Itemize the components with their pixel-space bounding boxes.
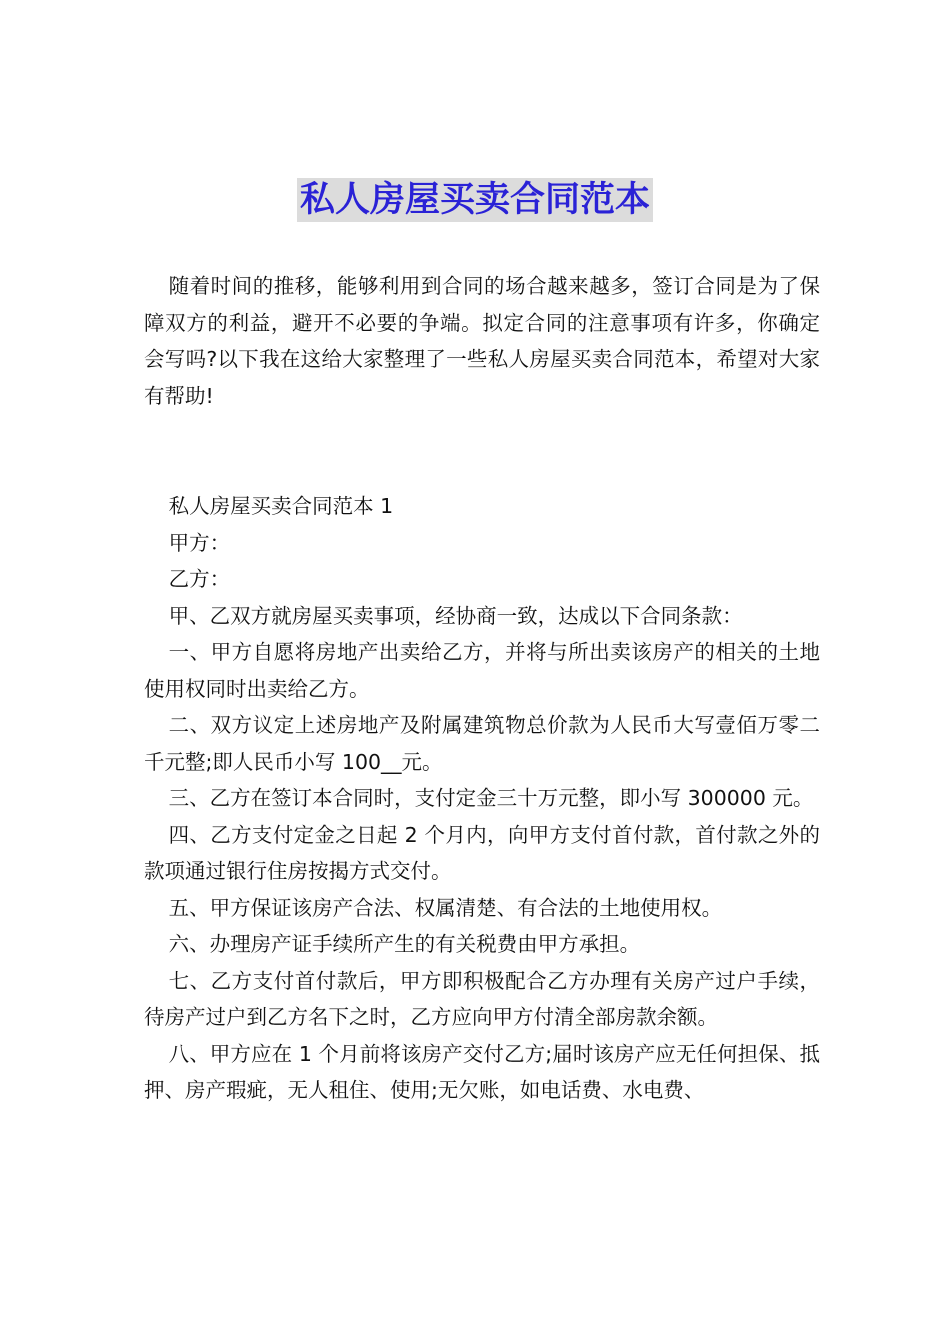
contract-section bbox=[144, 488, 820, 1109]
clause-8: 八、甲方应在 1 个月前将该房产交付乙方;届时该房产应无任何担保、抵押、房产瑕疵，无人租住、使用;无欠账，如电话费、水电费、 bbox=[144, 1041, 820, 1102]
party-a-line: 甲方： bbox=[168, 530, 231, 555]
clause-5: 五、甲方保证该房产合法、权属清楚、有合法的土地使用权。 bbox=[168, 895, 723, 920]
intro-section bbox=[144, 268, 820, 414]
clause-1: 一、甲方自愿将房地产出卖给乙方，并将与所出卖该房产的相关的土地使用权同时出卖给乙方。 bbox=[144, 640, 820, 701]
document-title: 私人房屋买卖合同范本 bbox=[297, 178, 653, 222]
contract-heading: 私人房屋买卖合同范本 1 bbox=[168, 494, 394, 518]
intro-paragraph: 随着时间的推移，能够利用到合同的场合越来越多，签订合同是为了保障双方的利益，避开不必要的争端。拟定合同的注意事项有许多，你确定会写吗?以下我在这给大家整理了一些私人房屋买卖合同范本，希望对大家有帮助! bbox=[144, 274, 820, 408]
party-b-line: 乙方： bbox=[168, 567, 231, 591]
agreement-preamble: 甲、乙双方就房屋买卖事项，经协商一致，达成以下合同条款： bbox=[168, 603, 743, 628]
clause-6: 六、办理房产证手续所产生的有关税费由甲方承担。 bbox=[168, 932, 641, 956]
clause-2: 二、双方议定上述房地产及附属建筑物总价款为人民币大写壹佰万零二千元整;即人民币小写 100__元。 bbox=[144, 713, 820, 774]
clause-7: 七、乙方支付首付款后，甲方即积极配合乙方办理有关房产过户手续，待房产过户到乙方名下之时，乙方应向甲方付清全部房款余额。 bbox=[144, 968, 820, 1029]
title-container bbox=[0, 178, 950, 222]
clause-3: 三、乙方在签订本合同时，支付定金三十万元整，即小写 300000 元。 bbox=[168, 786, 814, 810]
clause-4: 四、乙方支付定金之日起 2 个月内，向甲方支付首付款，首付款之外的款项通过银行住房按揭方式交付。 bbox=[144, 822, 820, 883]
